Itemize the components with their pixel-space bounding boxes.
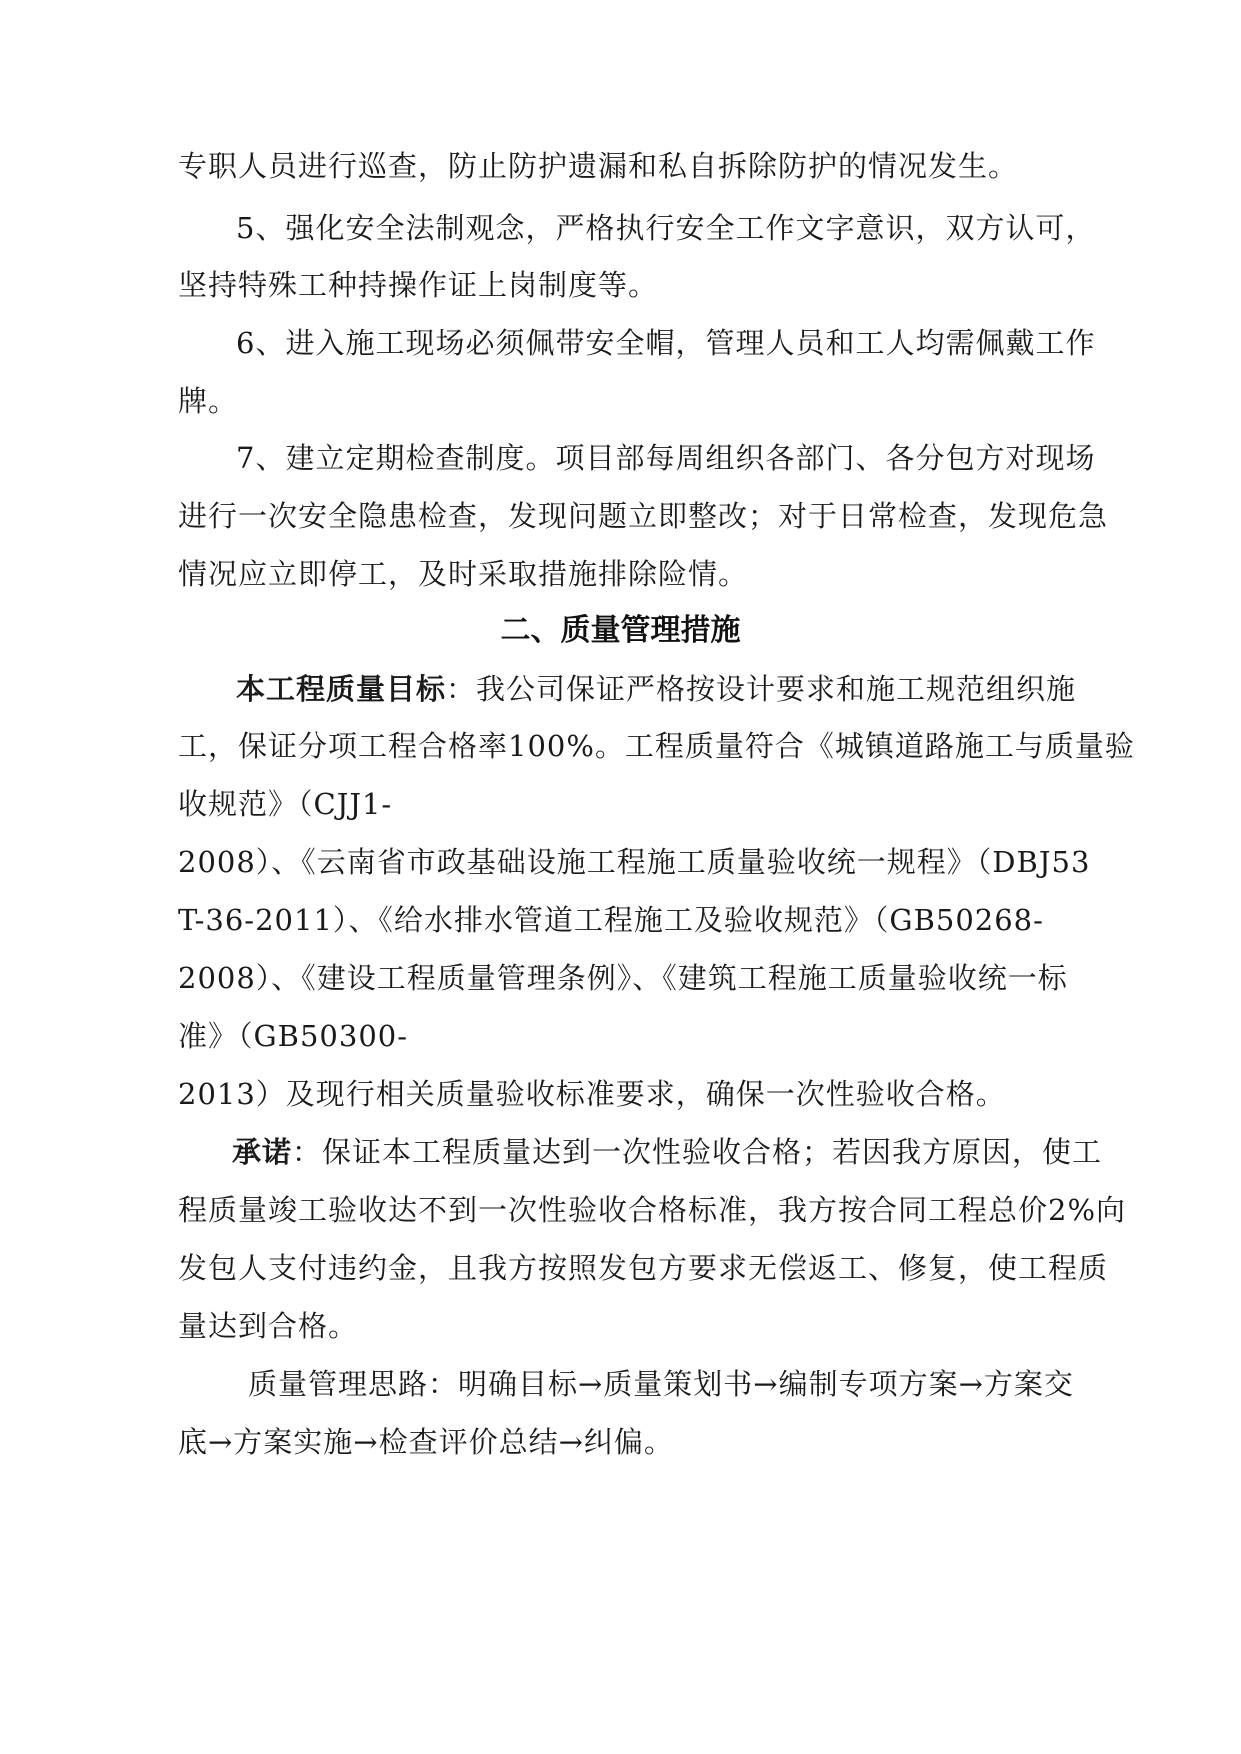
item-7-line-2: 进行一次安全隐患检查，发现问题立即整改；对于日常检查，发现危急 — [178, 499, 1109, 533]
quality-target-line-5: T-36-2011）、《给水排水管道工程施工及验收规范》（GB50268- — [178, 903, 1044, 937]
item-5-line-1: 5、强化安全法制观念，严格执行安全工作文字意识，双方认可， — [236, 211, 1096, 245]
quality-target-line-6: 2008）、《建设工程质量管理条例》、《建筑工程施工质量验收统一标 — [178, 961, 1068, 995]
commitment-label: 承诺 — [232, 1135, 293, 1169]
approach-line-2: 底→方案实施→检查评价总结→纠偏。 — [178, 1425, 674, 1459]
item-5-line-2: 坚持特殊工种持操作证上岗制度等。 — [178, 268, 659, 302]
quality-target-line-7: 准》（GB50300- — [178, 1019, 409, 1053]
quality-target-line-1 — [236, 669, 1076, 709]
item-7-line-3: 情况应立即停工，及时采取措施排除险情。 — [178, 557, 749, 591]
item-7-line-1: 7、建立定期检查制度。项目部每周组织各部门、各分包方对现场 — [236, 441, 1096, 475]
quality-target-label: 本工程质量目标 — [236, 672, 447, 706]
commitment-text: ：保证本工程质量达到一次性验收合格；若因我方原因，使工 — [292, 1135, 1103, 1169]
intro-line: 专职人员进行巡查，防止防护遗漏和私自拆除防护的情况发生。 — [178, 149, 1019, 183]
quality-target-line-2: 工，保证分项工程合格率100%。工程质量符合《城镇道路施工与质量验 — [178, 729, 1135, 763]
commitment-line-1 — [232, 1132, 1102, 1172]
commitment-line-3: 发包人支付违约金，且我方按照发包方要求无偿返工、修复，使工程质 — [178, 1251, 1109, 1285]
commitment-line-4: 量达到合格。 — [178, 1309, 359, 1343]
commitment-line-2: 程质量竣工验收达不到一次性验收合格标准，我方按合同工程总价2%向 — [178, 1193, 1127, 1227]
quality-target-text: ：我公司保证严格按设计要求和施工规范组织施 — [446, 672, 1077, 706]
approach-line-1: 质量管理思路：明确目标→质量策划书→编制专项方案→方案交 — [248, 1367, 1074, 1401]
quality-target-line-4: 2008）、《云南省市政基础设施工程施工质量验收统一规程》（DBJ53 — [178, 845, 1091, 879]
quality-target-line-8: 2013）及现行相关质量验收标准要求，确保一次性验收合格。 — [178, 1077, 1006, 1111]
item-6-line-1: 6、进入施工现场必须佩带安全帽，管理人员和工人均需佩戴工作 — [236, 326, 1096, 360]
item-6-line-2: 牌。 — [178, 384, 239, 418]
quality-target-line-3: 收规范》（CJJ1- — [178, 787, 393, 821]
section-heading: 二、质量管理措施 — [500, 613, 741, 648]
